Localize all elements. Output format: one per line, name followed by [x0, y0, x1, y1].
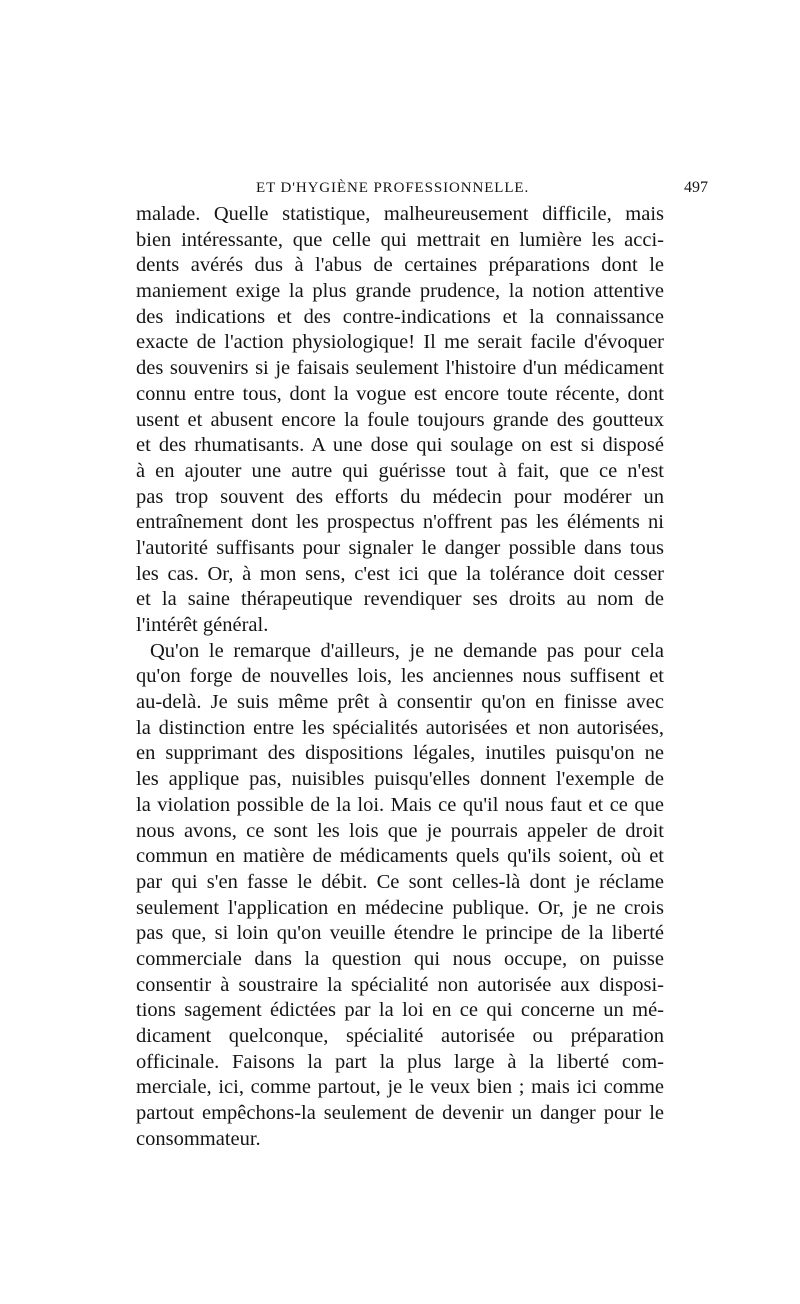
- running-title: ET D'HYGIÈNE PROFESSIONNELLE.: [256, 180, 530, 196]
- text-line: et des rhumatisants. A une dose qui soulage on est si disposé: [136, 434, 664, 457]
- text-line: pas que, si loin qu'on veuille étendre le principe de la liberté: [136, 922, 664, 945]
- text-line: connu entre tous, dont la vogue est encore toute récente, dont: [136, 382, 664, 405]
- text-line: qu'on forge de nouvelles lois, les anciennes nous suffisent et: [136, 665, 664, 688]
- text-line: bien intéressante, que celle qui mettrait en lumière les acci-: [136, 228, 664, 251]
- text-line: seulement l'application en médecine publique. Or, je ne crois: [136, 896, 664, 919]
- text-line: à en ajouter une autre qui guérisse tout à fait, que ce n'est: [136, 459, 664, 482]
- text-line: pas trop souvent des efforts du médecin pour modérer un: [136, 485, 664, 508]
- text-line: commerciale dans la question qui nous occupe, on puisse: [136, 947, 664, 970]
- text-line: tions sagement édictées par la loi en ce qui concerne un mé-: [136, 999, 664, 1022]
- paragraph-end-line: l'intérêt général.: [136, 614, 269, 636]
- text-line: en supprimant des dispositions légales, inutiles puisqu'on ne: [136, 742, 664, 765]
- text-line: merciale, ici, comme partout, je le veux bien ; mais ici comme: [136, 1076, 664, 1099]
- text-line: les applique pas, nuisibles puisqu'elles donnent l'exemple de: [136, 768, 664, 791]
- running-header: [136, 176, 708, 200]
- text-line: les cas. Or, à mon sens, c'est ici que la tolérance doit cesser: [136, 562, 664, 585]
- text-line: la distinction entre les spécialités autorisées et non autorisées,: [136, 716, 664, 739]
- text-line: consentir à soustraire la spécialité non autorisée aux disposi-: [136, 973, 664, 996]
- text-line: des souvenirs si je faisais seulement l'histoire d'un médicament: [136, 357, 664, 380]
- text-line: commun en matière de médicaments quels qu'ils soient, où et: [136, 845, 664, 868]
- text-line: entraînement dont les prospectus n'offrent pas les éléments ni: [136, 511, 664, 534]
- text-line: par qui s'en fasse le débit. Ce sont celles-là dont je réclame: [136, 870, 664, 893]
- text-line: l'autorité suffisants pour signaler le danger possible dans tous: [136, 536, 664, 559]
- body-text: [136, 202, 664, 1152]
- text-line: des indications et des contre-indications et la connaissance: [136, 305, 664, 328]
- text-line: usent et abusent encore la foule toujours grande des goutteux: [136, 408, 664, 431]
- page-number: 497: [684, 179, 708, 196]
- text-line: et la saine thérapeutique revendiquer ses droits au nom de: [136, 588, 664, 611]
- text-line: malade. Quelle statistique, malheureusement difficile, mais: [136, 203, 664, 225]
- text-line: dicament quelconque, spécialité autorisée ou préparation: [136, 1025, 664, 1047]
- paragraph-start-line: Qu'on le remarque d'ailleurs, je ne demande pas pour cela: [150, 639, 664, 662]
- text-line: partout empêchons-la seulement de devenir un danger pour le: [136, 1102, 664, 1125]
- text-line: nous avons, ce sont les lois que je pourrais appeler de droit: [136, 819, 664, 842]
- text-line: la violation possible de la loi. Mais ce qu'il nous faut et ce que: [136, 793, 664, 816]
- text-line: au-delà. Je suis même prêt à consentir qu'on en finisse avec: [136, 691, 664, 714]
- text-line: dents avérés dus à l'abus de certaines préparations dont le: [136, 254, 664, 277]
- paragraph-end-line: consommateur.: [136, 1127, 261, 1150]
- text-line: officinale. Faisons la part la plus large à la liberté com-: [136, 1050, 664, 1073]
- text-line: maniement exige la plus grande prudence, la notion attentive: [136, 280, 664, 303]
- text-line: exacte de l'action physiologique! Il me serait facile d'évoquer: [136, 331, 664, 354]
